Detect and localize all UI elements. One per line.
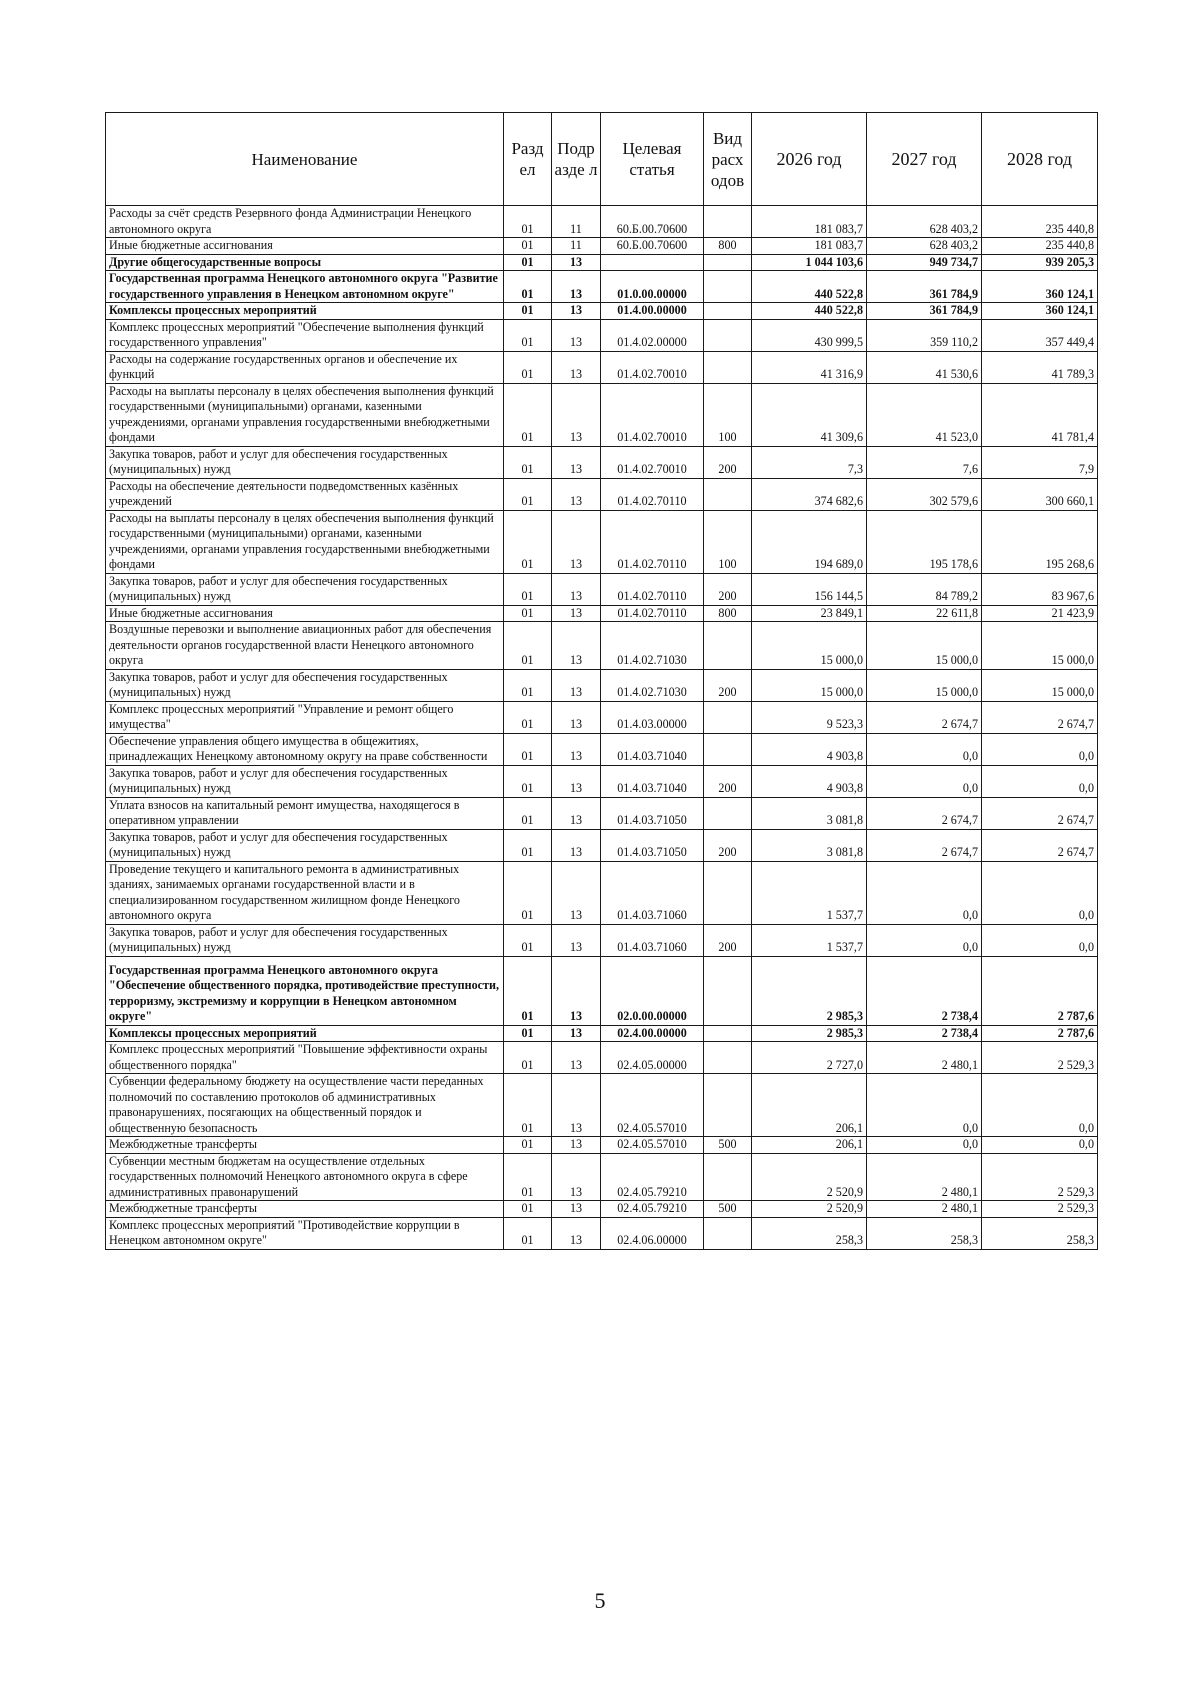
- cell-2027: 0,0: [867, 733, 982, 765]
- cell-razdel: 01: [504, 1201, 552, 1218]
- cell-2026: 2 727,0: [752, 1042, 867, 1074]
- cell-target: 01.4.00.00000: [601, 303, 704, 320]
- cell-target: 01.4.03.71050: [601, 797, 704, 829]
- cell-target: 01.4.02.70010: [601, 383, 704, 446]
- cell-podrazdel: 13: [552, 829, 601, 861]
- cell-name: Государственная программа Ненецкого автономного округа "Обеспечение общественного порядка, противодействие преступности, терроризму, экстремизму и коррупции в Ненецком автономном округе": [106, 956, 504, 1025]
- cell-name: Проведение текущего и капитального ремонта в административных зданиях, занимаемых органами государственной власти и в специализированном государственном жилищном фонде Ненецкого автономного округа: [106, 861, 504, 924]
- cell-2027: 361 784,9: [867, 271, 982, 303]
- cell-vid: 100: [704, 510, 752, 573]
- cell-2026: 9 523,3: [752, 701, 867, 733]
- cell-name: Расходы на обеспечение деятельности подведомственных казённых учреждений: [106, 478, 504, 510]
- cell-razdel: 01: [504, 1074, 552, 1137]
- cell-podrazdel: 13: [552, 797, 601, 829]
- page-number: 5: [594, 1588, 606, 1613]
- cell-name: Уплата взносов на капитальный ремонт имущества, находящегося в оперативном управлении: [106, 797, 504, 829]
- cell-2026: 181 083,7: [752, 238, 867, 255]
- cell-2026: 206,1: [752, 1137, 867, 1154]
- table-row: [106, 1042, 1098, 1074]
- cell-podrazdel: 11: [552, 238, 601, 255]
- cell-target: 02.4.05.57010: [601, 1137, 704, 1154]
- cell-target: 01.4.02.00000: [601, 319, 704, 351]
- cell-razdel: 01: [504, 238, 552, 255]
- cell-2028: 41 781,4: [982, 383, 1098, 446]
- cell-target: [601, 254, 704, 271]
- cell-vid: [704, 797, 752, 829]
- cell-podrazdel: 13: [552, 510, 601, 573]
- cell-podrazdel: 13: [552, 733, 601, 765]
- cell-2027: 2 674,7: [867, 797, 982, 829]
- table-row: [106, 861, 1098, 924]
- table-row: [106, 573, 1098, 605]
- table-row: [106, 319, 1098, 351]
- table-row: [106, 924, 1098, 956]
- cell-2026: 194 689,0: [752, 510, 867, 573]
- table-row: [106, 351, 1098, 383]
- cell-2026: 430 999,5: [752, 319, 867, 351]
- table-row: [106, 701, 1098, 733]
- cell-2027: 302 579,6: [867, 478, 982, 510]
- cell-vid: [704, 1153, 752, 1201]
- cell-target: 02.4.05.57010: [601, 1074, 704, 1137]
- cell-vid: [704, 478, 752, 510]
- cell-2026: 3 081,8: [752, 797, 867, 829]
- cell-2028: 2 787,6: [982, 956, 1098, 1025]
- cell-razdel: 01: [504, 605, 552, 622]
- cell-2028: 2 529,3: [982, 1042, 1098, 1074]
- cell-2026: 7,3: [752, 446, 867, 478]
- cell-razdel: 01: [504, 319, 552, 351]
- cell-name: Расходы на выплаты персоналу в целях обеспечения выполнения функций государственными (муниципальными) органами, казенными учреждениями, органами управления государственными внебюджетными фондами: [106, 383, 504, 446]
- cell-2027: 41 530,6: [867, 351, 982, 383]
- table-row: [106, 254, 1098, 271]
- table-row: [106, 206, 1098, 238]
- cell-vid: [704, 206, 752, 238]
- cell-name: Комплекс процессных мероприятий "Обеспечение выполнения функций государственного управления": [106, 319, 504, 351]
- cell-razdel: 01: [504, 733, 552, 765]
- header-2028: 2028 год: [982, 113, 1098, 206]
- cell-vid: [704, 622, 752, 670]
- cell-2028: 2 674,7: [982, 797, 1098, 829]
- cell-target: 02.4.05.79210: [601, 1201, 704, 1218]
- cell-target: 60.Б.00.70600: [601, 206, 704, 238]
- cell-2027: 2 738,4: [867, 956, 982, 1025]
- cell-podrazdel: 13: [552, 1153, 601, 1201]
- table-row: [106, 1074, 1098, 1137]
- table-row: [106, 1025, 1098, 1042]
- cell-vid: [704, 1217, 752, 1249]
- cell-2026: 41 316,9: [752, 351, 867, 383]
- cell-name: Субвенции местным бюджетам на осуществление отдельных государственных полномочий Ненецкого автономного округа в сфере административных правонарушений: [106, 1153, 504, 1201]
- cell-razdel: 01: [504, 1153, 552, 1201]
- cell-name: Расходы за счёт средств Резервного фонда Администрации Ненецкого автономного округа: [106, 206, 504, 238]
- cell-target: 01.4.02.70110: [601, 573, 704, 605]
- cell-2027: 2 480,1: [867, 1153, 982, 1201]
- cell-name: Закупка товаров, работ и услуг для обеспечения государственных (муниципальных) нужд: [106, 829, 504, 861]
- cell-target: 01.4.03.71050: [601, 829, 704, 861]
- cell-2026: 206,1: [752, 1074, 867, 1137]
- cell-2027: 195 178,6: [867, 510, 982, 573]
- cell-2027: 628 403,2: [867, 206, 982, 238]
- cell-2026: 23 849,1: [752, 605, 867, 622]
- cell-podrazdel: 13: [552, 701, 601, 733]
- cell-podrazdel: 13: [552, 765, 601, 797]
- cell-podrazdel: 13: [552, 303, 601, 320]
- cell-2027: 0,0: [867, 1074, 982, 1137]
- table-row: [106, 1153, 1098, 1201]
- cell-2026: 4 903,8: [752, 765, 867, 797]
- cell-2027: 2 480,1: [867, 1042, 982, 1074]
- cell-name: Закупка товаров, работ и услуг для обеспечения государственных (муниципальных) нужд: [106, 446, 504, 478]
- cell-2028: 2 787,6: [982, 1025, 1098, 1042]
- cell-razdel: 01: [504, 254, 552, 271]
- cell-2027: 15 000,0: [867, 622, 982, 670]
- cell-name: Комплексы процессных мероприятий: [106, 1025, 504, 1042]
- table-row: [106, 829, 1098, 861]
- cell-target: 01.4.03.71060: [601, 924, 704, 956]
- cell-target: 02.4.05.00000: [601, 1042, 704, 1074]
- cell-2028: 0,0: [982, 924, 1098, 956]
- cell-2026: 4 903,8: [752, 733, 867, 765]
- cell-podrazdel: 13: [552, 605, 601, 622]
- table-row: [106, 1201, 1098, 1218]
- cell-2027: 0,0: [867, 924, 982, 956]
- cell-name: Иные бюджетные ассигнования: [106, 605, 504, 622]
- table-row: [106, 510, 1098, 573]
- cell-2026: 3 081,8: [752, 829, 867, 861]
- table-row: [106, 1137, 1098, 1154]
- cell-name: Другие общегосударственные вопросы: [106, 254, 504, 271]
- cell-2028: 360 124,1: [982, 303, 1098, 320]
- cell-razdel: 01: [504, 829, 552, 861]
- cell-razdel: 01: [504, 510, 552, 573]
- cell-razdel: 01: [504, 351, 552, 383]
- cell-2028: 0,0: [982, 765, 1098, 797]
- budget-table: [105, 112, 1098, 1250]
- cell-razdel: 01: [504, 478, 552, 510]
- cell-razdel: 01: [504, 924, 552, 956]
- header-podrazdel: Подр азде л: [552, 113, 601, 206]
- cell-target: 01.0.00.00000: [601, 271, 704, 303]
- cell-vid: 800: [704, 238, 752, 255]
- cell-target: 01.4.02.71030: [601, 669, 704, 701]
- table-row: [106, 797, 1098, 829]
- cell-name: Закупка товаров, работ и услуг для обеспечения государственных (муниципальных) нужд: [106, 669, 504, 701]
- cell-2028: 0,0: [982, 1137, 1098, 1154]
- cell-name: Воздушные перевозки и выполнение авиационных работ для обеспечения деятельности органов государственной власти Ненецкого автономного округа: [106, 622, 504, 670]
- cell-2028: 300 660,1: [982, 478, 1098, 510]
- cell-target: 01.4.03.71040: [601, 733, 704, 765]
- cell-target: 01.4.03.71040: [601, 765, 704, 797]
- cell-vid: [704, 303, 752, 320]
- cell-name: Комплекс процессных мероприятий "Противодействие коррупции в Ненецком автономном округе": [106, 1217, 504, 1249]
- cell-target: 01.4.03.00000: [601, 701, 704, 733]
- cell-vid: [704, 271, 752, 303]
- cell-2028: 360 124,1: [982, 271, 1098, 303]
- cell-podrazdel: 13: [552, 956, 601, 1025]
- cell-vid: [704, 1025, 752, 1042]
- cell-2028: 0,0: [982, 1074, 1098, 1137]
- cell-2028: 2 674,7: [982, 829, 1098, 861]
- cell-razdel: 01: [504, 383, 552, 446]
- cell-razdel: 01: [504, 573, 552, 605]
- cell-podrazdel: 13: [552, 1201, 601, 1218]
- cell-podrazdel: 13: [552, 573, 601, 605]
- cell-target: 02.4.00.00000: [601, 1025, 704, 1042]
- cell-razdel: 01: [504, 446, 552, 478]
- cell-2027: 359 110,2: [867, 319, 982, 351]
- table-row: [106, 478, 1098, 510]
- cell-name: Закупка товаров, работ и услуг для обеспечения государственных (муниципальных) нужд: [106, 573, 504, 605]
- cell-razdel: 01: [504, 765, 552, 797]
- cell-razdel: 01: [504, 669, 552, 701]
- cell-2028: 0,0: [982, 861, 1098, 924]
- cell-2026: 440 522,8: [752, 271, 867, 303]
- cell-vid: 200: [704, 573, 752, 605]
- cell-2028: 7,9: [982, 446, 1098, 478]
- cell-2028: 2 529,3: [982, 1201, 1098, 1218]
- cell-2027: 2 480,1: [867, 1201, 982, 1218]
- cell-2028: 235 440,8: [982, 206, 1098, 238]
- header-name: Наименование: [106, 113, 504, 206]
- table-row: [106, 271, 1098, 303]
- cell-vid: 200: [704, 765, 752, 797]
- cell-name: Государственная программа Ненецкого автономного округа "Развитие государственного управления в Ненецком автономном округе": [106, 271, 504, 303]
- cell-name: Расходы на содержание государственных органов и обеспечение их функций: [106, 351, 504, 383]
- cell-razdel: 01: [504, 622, 552, 670]
- cell-vid: [704, 1074, 752, 1137]
- cell-name: Обеспечение управления общего имущества в общежитиях, принадлежащих Ненецкому автономному округу на праве собственности: [106, 733, 504, 765]
- cell-vid: 500: [704, 1137, 752, 1154]
- cell-vid: [704, 254, 752, 271]
- cell-podrazdel: 13: [552, 1074, 601, 1137]
- cell-2026: 2 520,9: [752, 1153, 867, 1201]
- cell-2028: 357 449,4: [982, 319, 1098, 351]
- cell-2027: 2 738,4: [867, 1025, 982, 1042]
- table-header-row: [106, 113, 1098, 206]
- cell-target: 01.4.03.71060: [601, 861, 704, 924]
- cell-podrazdel: 13: [552, 1217, 601, 1249]
- cell-2026: 15 000,0: [752, 622, 867, 670]
- cell-name: Иные бюджетные ассигнования: [106, 238, 504, 255]
- cell-2027: 258,3: [867, 1217, 982, 1249]
- cell-2027: 7,6: [867, 446, 982, 478]
- cell-vid: [704, 1042, 752, 1074]
- table-row: [106, 238, 1098, 255]
- cell-2026: 374 682,6: [752, 478, 867, 510]
- cell-2027: 2 674,7: [867, 829, 982, 861]
- cell-podrazdel: 13: [552, 446, 601, 478]
- cell-2028: 15 000,0: [982, 669, 1098, 701]
- cell-vid: [704, 956, 752, 1025]
- cell-2026: 1 537,7: [752, 861, 867, 924]
- table-row: [106, 622, 1098, 670]
- cell-podrazdel: 13: [552, 1025, 601, 1042]
- table-row: [106, 765, 1098, 797]
- cell-razdel: 01: [504, 1042, 552, 1074]
- cell-2026: 1 537,7: [752, 924, 867, 956]
- cell-razdel: 01: [504, 271, 552, 303]
- cell-vid: [704, 351, 752, 383]
- table-row: [106, 956, 1098, 1025]
- cell-2027: 2 674,7: [867, 701, 982, 733]
- table-row: [106, 383, 1098, 446]
- cell-razdel: 01: [504, 861, 552, 924]
- header-vid: Вид расх одов: [704, 113, 752, 206]
- cell-2027: 0,0: [867, 765, 982, 797]
- cell-razdel: 01: [504, 797, 552, 829]
- cell-2027: 949 734,7: [867, 254, 982, 271]
- cell-podrazdel: 13: [552, 924, 601, 956]
- cell-podrazdel: 13: [552, 622, 601, 670]
- header-razdel: Разд ел: [504, 113, 552, 206]
- cell-2028: 0,0: [982, 733, 1098, 765]
- cell-name: Комплексы процессных мероприятий: [106, 303, 504, 320]
- cell-podrazdel: 13: [552, 1042, 601, 1074]
- cell-target: 02.4.06.00000: [601, 1217, 704, 1249]
- cell-podrazdel: 13: [552, 383, 601, 446]
- cell-2026: 41 309,6: [752, 383, 867, 446]
- cell-target: 60.Б.00.70600: [601, 238, 704, 255]
- cell-2026: 2 985,3: [752, 1025, 867, 1042]
- cell-podrazdel: 13: [552, 669, 601, 701]
- cell-razdel: 01: [504, 206, 552, 238]
- header-target: Целевая статья: [601, 113, 704, 206]
- cell-podrazdel: 13: [552, 319, 601, 351]
- cell-2028: 15 000,0: [982, 622, 1098, 670]
- cell-2028: 195 268,6: [982, 510, 1098, 573]
- table-row: [106, 733, 1098, 765]
- cell-target: 01.4.02.70010: [601, 446, 704, 478]
- cell-podrazdel: 13: [552, 478, 601, 510]
- cell-target: 02.4.05.79210: [601, 1153, 704, 1201]
- cell-name: Межбюджетные трансферты: [106, 1137, 504, 1154]
- cell-2026: 156 144,5: [752, 573, 867, 605]
- cell-name: Закупка товаров, работ и услуг для обеспечения государственных (муниципальных) нужд: [106, 765, 504, 797]
- cell-2027: 0,0: [867, 1137, 982, 1154]
- cell-2026: 440 522,8: [752, 303, 867, 320]
- cell-razdel: 01: [504, 1025, 552, 1042]
- table-row: [106, 303, 1098, 320]
- cell-2027: 361 784,9: [867, 303, 982, 320]
- cell-vid: [704, 861, 752, 924]
- cell-vid: [704, 733, 752, 765]
- table-body: [106, 206, 1098, 1250]
- cell-vid: [704, 319, 752, 351]
- cell-name: Комплекс процессных мероприятий "Повышение эффективности охраны общественного порядка": [106, 1042, 504, 1074]
- cell-vid: [704, 701, 752, 733]
- cell-2028: 83 967,6: [982, 573, 1098, 605]
- header-2026: 2026 год: [752, 113, 867, 206]
- table-row: [106, 605, 1098, 622]
- cell-2027: 0,0: [867, 861, 982, 924]
- cell-vid: 500: [704, 1201, 752, 1218]
- cell-target: 01.4.02.70010: [601, 351, 704, 383]
- cell-target: 01.4.02.70110: [601, 605, 704, 622]
- cell-vid: 200: [704, 446, 752, 478]
- cell-podrazdel: 13: [552, 861, 601, 924]
- cell-target: 01.4.02.70110: [601, 478, 704, 510]
- cell-name: Расходы на выплаты персоналу в целях обеспечения выполнения функций государственными (муниципальными) органами, казенными учреждениями, органами управления государственными внебюджетными фондами: [106, 510, 504, 573]
- cell-2028: 21 423,9: [982, 605, 1098, 622]
- cell-2028: 2 674,7: [982, 701, 1098, 733]
- cell-target: 01.4.02.70110: [601, 510, 704, 573]
- cell-2028: 41 789,3: [982, 351, 1098, 383]
- cell-2027: 628 403,2: [867, 238, 982, 255]
- table-row: [106, 446, 1098, 478]
- cell-2026: 258,3: [752, 1217, 867, 1249]
- cell-2027: 41 523,0: [867, 383, 982, 446]
- table-row: [106, 669, 1098, 701]
- cell-2028: 939 205,3: [982, 254, 1098, 271]
- cell-2026: 1 044 103,6: [752, 254, 867, 271]
- cell-name: Комплекс процессных мероприятий "Управление и ремонт общего имущества": [106, 701, 504, 733]
- cell-vid: 200: [704, 829, 752, 861]
- cell-razdel: 01: [504, 1217, 552, 1249]
- cell-name: Закупка товаров, работ и услуг для обеспечения государственных (муниципальных) нужд: [106, 924, 504, 956]
- header-2027: 2027 год: [867, 113, 982, 206]
- cell-name: Межбюджетные трансферты: [106, 1201, 504, 1218]
- cell-2026: 181 083,7: [752, 206, 867, 238]
- cell-2028: 2 529,3: [982, 1153, 1098, 1201]
- cell-2028: 235 440,8: [982, 238, 1098, 255]
- cell-2027: 84 789,2: [867, 573, 982, 605]
- cell-name: Субвенции федеральному бюджету на осуществление части переданных полномочий по составлению протоколов об административных правонарушениях, посягающих на общественный порядок и общественную безопасность: [106, 1074, 504, 1137]
- cell-podrazdel: 11: [552, 206, 601, 238]
- cell-2026: 2 520,9: [752, 1201, 867, 1218]
- cell-2026: 15 000,0: [752, 669, 867, 701]
- cell-razdel: 01: [504, 303, 552, 320]
- cell-razdel: 01: [504, 956, 552, 1025]
- cell-razdel: 01: [504, 1137, 552, 1154]
- cell-target: 01.4.02.71030: [601, 622, 704, 670]
- cell-vid: 200: [704, 669, 752, 701]
- cell-2026: 2 985,3: [752, 956, 867, 1025]
- cell-vid: 800: [704, 605, 752, 622]
- table-row: [106, 1217, 1098, 1249]
- cell-podrazdel: 13: [552, 1137, 601, 1154]
- cell-podrazdel: 13: [552, 254, 601, 271]
- cell-podrazdel: 13: [552, 351, 601, 383]
- cell-2028: 258,3: [982, 1217, 1098, 1249]
- cell-2027: 22 611,8: [867, 605, 982, 622]
- cell-vid: 100: [704, 383, 752, 446]
- cell-vid: 200: [704, 924, 752, 956]
- cell-razdel: 01: [504, 701, 552, 733]
- cell-2027: 15 000,0: [867, 669, 982, 701]
- cell-podrazdel: 13: [552, 271, 601, 303]
- cell-target: 02.0.00.00000: [601, 956, 704, 1025]
